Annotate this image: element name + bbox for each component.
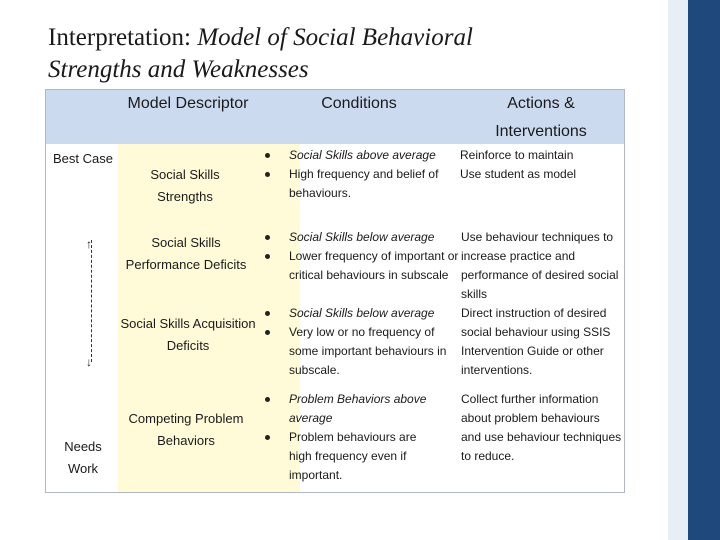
slide-title [48, 22, 658, 86]
condition-text: Very low or no frequency of some important behaviours in subscale. [289, 325, 447, 377]
condition-text: Problem Behaviors above average [289, 392, 427, 425]
bullet-icon [265, 235, 270, 240]
bullet-icon [265, 311, 270, 316]
down-arrow-icon: ↓ [86, 355, 92, 369]
scale-dashed-line [91, 240, 92, 362]
descriptor-performance-deficits: Social Skills Performance Deficits [125, 235, 247, 272]
action-text: Use behaviour techniques to increase practice and performance of desired social skills [461, 230, 619, 301]
condition-text: Social Skills below average [289, 306, 435, 320]
bullet-icon [265, 172, 270, 177]
title-line2: Strengths and Weaknesses [48, 56, 309, 83]
bullet-icon [265, 397, 270, 402]
condition-text: Problem behaviours are high frequency even if important. [289, 430, 417, 482]
header-conditions: Conditions [321, 95, 397, 112]
header-actions: Actions & Interventions [495, 95, 587, 140]
bullet-icon [265, 435, 270, 440]
title-prefix: Interpretation: [48, 24, 198, 51]
bullet-icon [265, 153, 270, 158]
action-text: Collect further information about problem behaviours and use behaviour techniques to reduce. [461, 392, 622, 463]
descriptor-strengths: Social Skills Strengths [150, 167, 220, 204]
descriptor-acquisition-deficits: Social Skills Acquisition Deficits [120, 316, 256, 353]
title-italic: Model of Social Behavioral [197, 24, 473, 51]
condition-text: Social Skills above average [289, 148, 436, 162]
model-table [45, 89, 625, 493]
action-text: Direct instruction of desired social behaviour using SSIS Intervention Guide or other interventions. [461, 306, 611, 377]
scale-needs-work: Needs Work [64, 439, 102, 476]
condition-text: High frequency and belief of behaviours. [289, 167, 439, 200]
action-text: Use student as model [460, 167, 577, 181]
condition-text: Social Skills below average [289, 230, 435, 244]
side-accent-dark [688, 0, 720, 540]
descriptor-competing-behaviors: Competing Problem Behaviors [128, 411, 244, 448]
condition-text: Lower frequency of important or critical behaviours in subscale [289, 249, 459, 282]
bullet-icon [265, 330, 270, 335]
up-arrow-icon: ↑ [86, 237, 92, 251]
bullet-icon [265, 254, 270, 259]
side-accent-light [668, 0, 688, 540]
action-text: Reinforce to maintain [460, 148, 574, 162]
scale-best-case: Best Case [53, 151, 113, 166]
header-model-descriptor: Model Descriptor [127, 95, 249, 112]
